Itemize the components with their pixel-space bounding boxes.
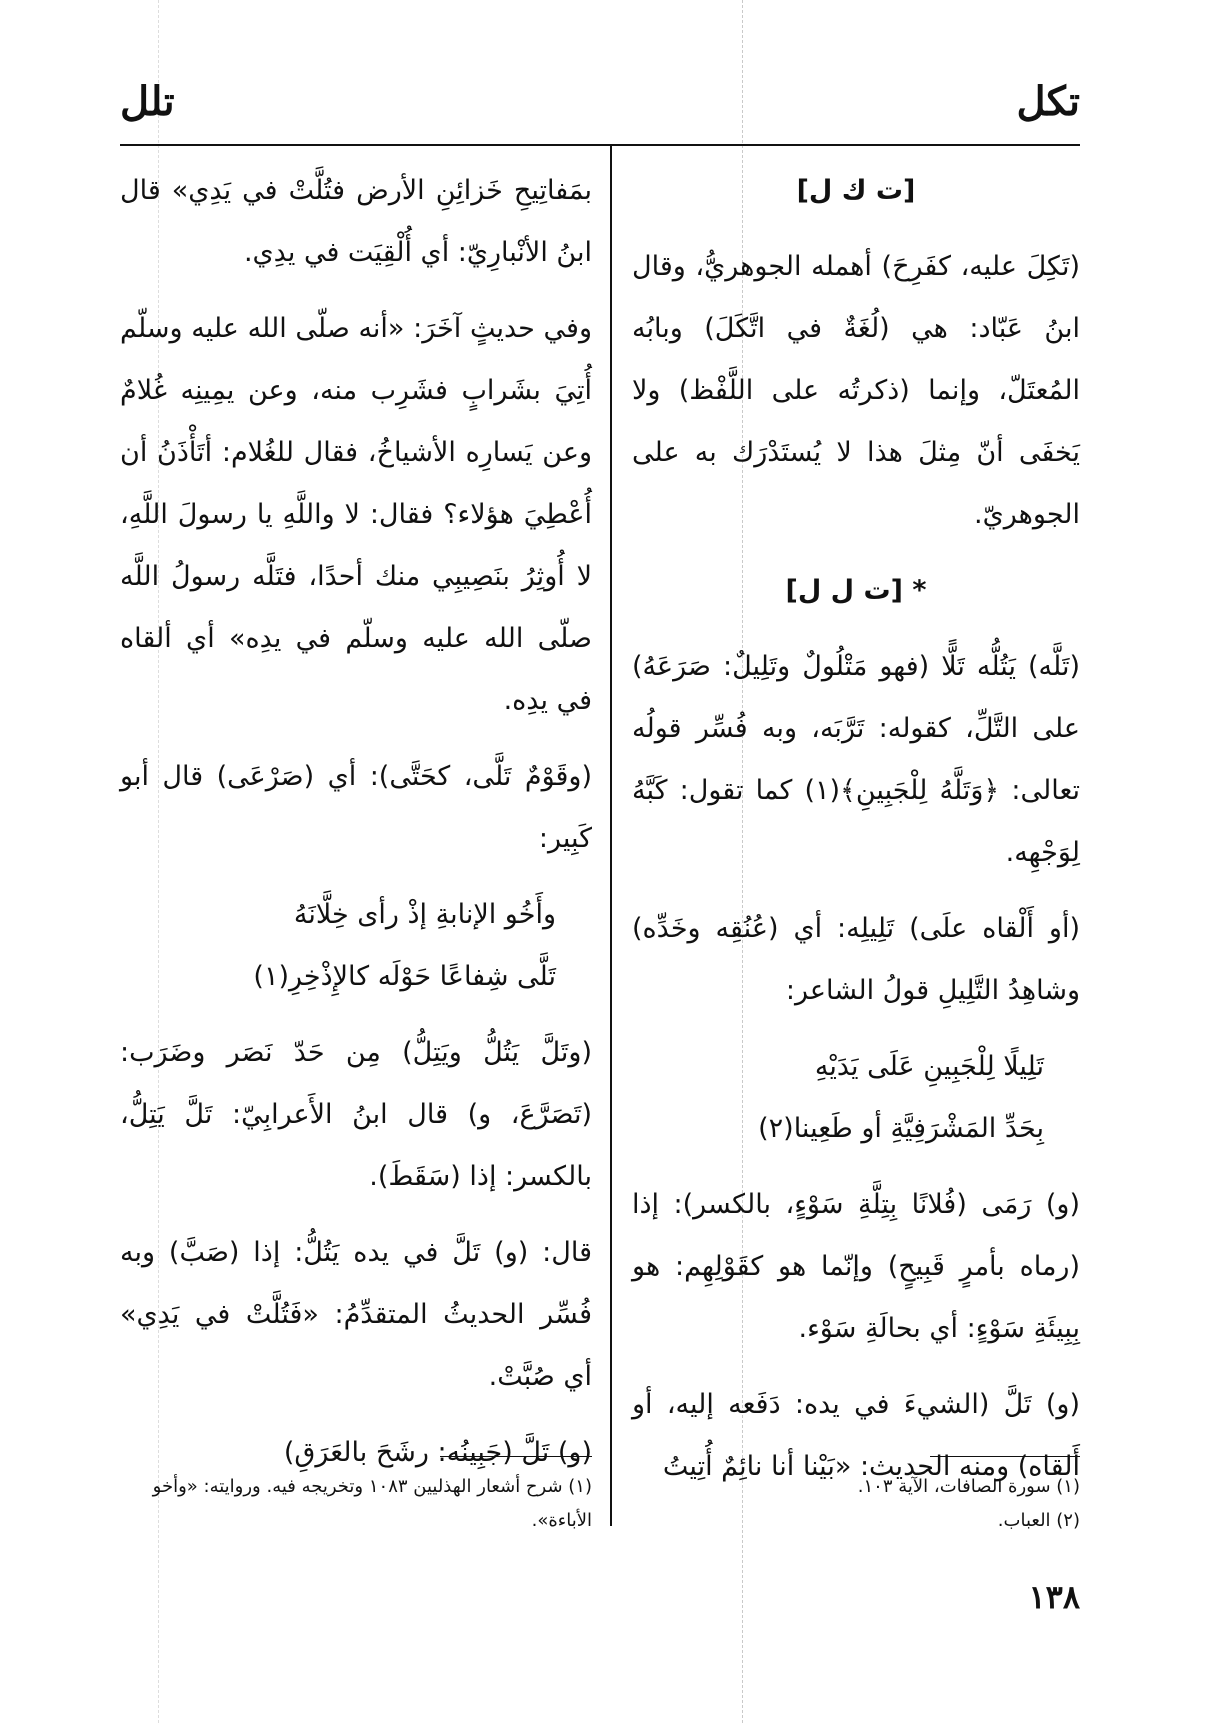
header-left-word: تلل [120,78,175,125]
entry-tll-paragraph-2: (أو أَلْقاه علَى) تَلِيلِه: أي (عُنُقِه وخَدِّه) وشاهِدُ التَّلِيلِ قولُ الشاعر: [632,913,1080,1006]
entry-heading-tkl: [ت ك ل] [796,175,916,206]
header-right-word: تكل [1016,78,1080,125]
verse-line: بِحَدِّ المَشْرَفِيَّةِ أو طَعِينا(٢) [758,1113,1044,1144]
footnote-item: (١) سورة الصافات، الآية ١٠٣. [857,1476,1080,1497]
verse-line: تَلَّى شِفاعًا حَوْلَه كالإِذْخِرِ(١) [253,961,556,992]
footnote-item: (٢) العباب. [997,1510,1080,1531]
right-column [632,160,1080,1512]
page-header [120,78,1080,138]
left-paragraph-1: بمَفاتِيحِ خَزائِنِ الأرض فتُلَّتْ في يَدِي» قال ابنُ الأنْبارِيّ: أي أُلْقِيَت في يدِي. [120,175,592,268]
column-divider [610,146,612,1526]
footnote-item: (١) شرح أشعار الهذليين ١٠٨٣ وتخريجه فيه. وروايته: «وأخو الأباءة». [152,1476,592,1531]
left-paragraph-3: (وقَوْمٌ تَلَّى، كحَتَّى): أي (صَرْعَى) قال أبو كَبِير: [120,761,592,854]
footnote-rule-left [440,1456,592,1457]
entry-tkl-paragraph: (تَكِلَ عليه، كفَرِحَ) أهمله الجوهريُّ، وقال ابنُ عَبّاد: هي (لُغَةٌ في اتَّكَلَ) وبابُه المُعتَلّ، وإنما (ذكرتُه على اللَّفْظ) ولا يَخفَى أنّ مِثلَ هذا لا يُستَدْرَك به على الجوهريّ. [632,251,1080,530]
left-paragraph-4: (وتَلَّ يَتُلُّ ويَتِلُّ) مِن حَدّ نَصَر وضَرَب: (تَصَرَّعَ، و) قال ابنُ الأَعرابِيّ: تَلَّ يَتِلُّ، بالكسر: إذا (سَقَطَ). [120,1037,592,1192]
left-column [120,160,592,1498]
footnotes-right [632,1470,1080,1538]
entry-heading-tll: * [ت ل ل] [785,575,927,606]
footnote-rule-right [930,1456,1080,1457]
verse-line: تَلِيلًا لِلْجَبِينِ عَلَى يَدَيْهِ [814,1051,1044,1082]
left-paragraph-6: (و) تَلَّ (جَبِينُه: رشَحَ بالعَرَقِ) [283,1437,592,1468]
entry-tll-paragraph-4: (و) تَلَّ (الشيءَ في يده: دَفَعه إليه، أو أَلقاه) ومنه الحديث: «بَيْنا أنا نائِمٌ أُتِيتُ [632,1389,1080,1482]
header-rule [120,144,1080,146]
left-paragraph-2: وفي حديثٍ آخَرَ: «أنه صلّى الله عليه وسلّم أُتِيَ بشَرابٍ فشَرِب منه، وعن يمِينِه غُلامٌ وعن يَسارِه الأشياخُ، فقال للغُلام: أتَأْذَنُ أن أُعْطِيَ هؤلاء؟ فقال: لا واللَّهِ يا رسولَ اللَّهِ، لا أُوثِرُ بنَصِيبِي منك أحدًا، فتَلَّه رسولُ اللَّه صلّى الله عليه وسلّم في يدِه» أي ألقاه في يدِه. [120,313,592,716]
entry-tll-paragraph-3: (و) رَمَى (فُلانًا بِتِلَّةِ سَوْءٍ، بالكسر): إذا (رماه بأمرٍ قَبِيحٍ) وإنّما هو كقَوْلِهِم: هو بِبِيئَةِ سَوْءٍ: أي بحالَةِ سَوْء. [632,1189,1080,1344]
page-number: ١٣٨ [1028,1578,1080,1616]
entry-tll-paragraph-1: (تَلَّه) يَتُلُّه تَلًّا (فهو مَتْلُولٌ وتَلِيلٌ: صَرَعَهُ) على التَّلِّ، كقوله: تَرَّبَه، وبه فُسِّر قولُه تعالى: ﴿وَتَلَّهُ لِلْجَبِينِ﴾(١) كما تقول: كَبَّهُ لِوَجْهِه. [632,651,1080,868]
verse-line: وأَخُو الإنابةِ إذْ رأى خِلَّانَهُ [293,899,556,930]
footnotes-left [120,1470,592,1538]
left-paragraph-5: قال: (و) تَلَّ في يده يَتُلُّ: إذا (صَبَّ) وبه فُسِّر الحديثُ المتقدِّمُ: «فَتُلَّتْ في يَدِي» أي صُبَّتْ. [120,1237,592,1392]
